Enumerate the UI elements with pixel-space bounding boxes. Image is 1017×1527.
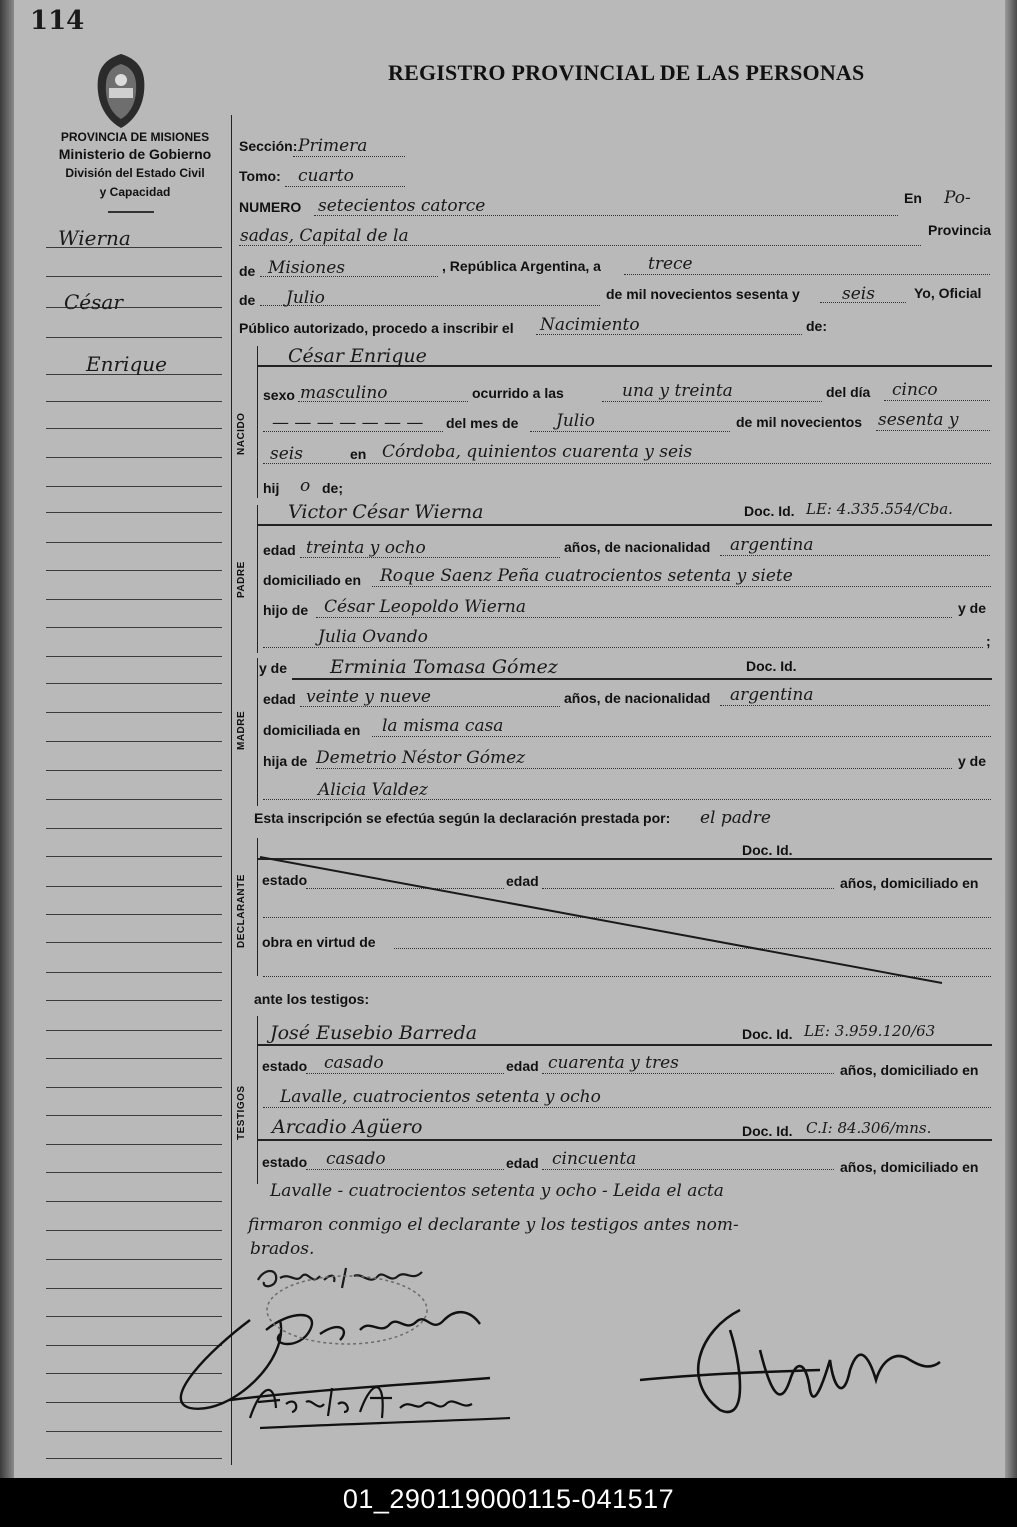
anio-nac-value-2: seis — [270, 444, 303, 464]
padre-dom-value: Roque Saenz Peña cuatrocientos setenta y siete — [380, 566, 793, 586]
en-value-2: sadas, Capital de la — [240, 226, 409, 246]
de-mil-label: de mil novecientos sesenta y — [606, 286, 800, 302]
ocurrido-label: ocurrido a las — [472, 385, 564, 401]
madre-edad-label: edad — [263, 691, 296, 707]
mes-value: Julio — [286, 288, 325, 308]
anio-nac-value-1: sesenta y — [878, 410, 959, 430]
page-title: REGISTRO PROVINCIAL DE LAS PERSONAS — [388, 60, 865, 85]
declarante-edad-label: edad — [506, 873, 539, 889]
testigo2-estado-value: casado — [326, 1149, 386, 1169]
padre-anos-label: años, de nacionalidad — [564, 539, 711, 555]
seccion-label: Sección: — [239, 138, 298, 154]
declarante-estado-label: estado — [262, 872, 308, 888]
del-mes-label: del mes de — [446, 415, 519, 431]
hija-de-label: hija de — [263, 753, 308, 769]
provincia-value: Misiones — [268, 258, 345, 278]
testigo2-edad-label: edad — [506, 1155, 539, 1171]
seccion-value: Primera — [298, 136, 368, 156]
semicolon: ; — [986, 633, 991, 649]
sexo-label: sexo — [263, 387, 295, 403]
dia-value: trece — [648, 254, 693, 274]
testigo2-doc-value: C.I: 84.306/mns. — [806, 1119, 932, 1137]
side-label-madre: MADRE — [236, 710, 247, 750]
hijo-de-label: hijo de — [263, 602, 309, 618]
coat-of-arms-icon — [92, 52, 150, 130]
testigo1-edad-label: edad — [506, 1058, 539, 1074]
side-label-padre: PADRE — [236, 561, 247, 598]
dia-nac-value: cinco — [892, 380, 938, 400]
testigo1-doc-value: LE: 3.959.120/63 — [804, 1022, 936, 1040]
closing-line-2: firmaron conmigo el declarante y los testigos antes nom- — [248, 1215, 739, 1235]
cancel-stroke — [258, 855, 948, 987]
nombre-value: César Enrique — [288, 345, 427, 367]
padre-doc-label: Doc. Id. — [744, 503, 795, 519]
republica-label: , República Argentina, a — [442, 258, 601, 274]
dash-filler: — — — — — — — — [272, 413, 424, 433]
madre-padre-value: Demetrio Néstor Gómez — [316, 748, 526, 768]
margin-first-name: César — [64, 290, 123, 314]
signature-official — [620, 1300, 950, 1430]
margin-surname: Wierna — [58, 226, 131, 250]
testigo2-nombre: Arcadio Agüero — [272, 1116, 423, 1138]
testigo1-estado-value: casado — [324, 1053, 384, 1073]
side-label-testigos: TESTIGOS — [236, 1085, 247, 1140]
de-colon-label: de: — [806, 318, 827, 334]
testigo1-nombre: José Eusebio Barreda — [270, 1022, 478, 1044]
ministry-label: Ministerio de Gobierno — [58, 146, 212, 162]
en-value-1: Po- — [944, 188, 971, 208]
lugar-value: Córdoba, quinientos cuarenta y seis — [382, 442, 693, 462]
padre-y-de-label: y de — [958, 600, 987, 616]
testigo1-doc-label: Doc. Id. — [742, 1026, 793, 1042]
madre-dom-value: la misma casa — [382, 716, 504, 736]
mes-nac-value: Julio — [556, 411, 595, 431]
hora-value: una y treinta — [622, 381, 733, 401]
madre-madre-value: Alicia Valdez — [318, 780, 428, 800]
yo-oficial-label: Yo, Oficial — [914, 285, 982, 301]
padre-doc-value: LE: 4.335.554/Cba. — [806, 500, 953, 518]
de-label-2: de — [239, 292, 256, 308]
padre-nac-value: argentina — [730, 535, 814, 555]
side-label-declarante: DECLARANTE — [236, 874, 247, 948]
margin-middle-name: Enrique — [86, 352, 167, 376]
de-semicolon-label: de; — [322, 480, 343, 496]
testigo2-anos-label: años, domiciliado en — [840, 1159, 979, 1175]
madre-edad-value: veinte y nueve — [306, 687, 431, 707]
division-label: División del Estado Civil — [65, 166, 205, 180]
numero-value: setecientos catorce — [318, 196, 486, 216]
testigo2-doc-label: Doc. Id. — [742, 1123, 793, 1139]
closing-line-3: brados. — [250, 1239, 315, 1259]
del-dia-label: del día — [826, 384, 871, 400]
obra-label: obra en virtud de — [262, 934, 376, 950]
madre-y-de-label-2: y de — [958, 753, 987, 769]
padre-value: Victor César Wierna — [288, 501, 484, 523]
frame-line — [231, 115, 232, 1465]
testigo1-anos-label: años, domiciliado en — [840, 1062, 979, 1078]
page-number: 114 — [30, 6, 85, 36]
archive-id: 01_290119000115-041517 — [0, 1478, 1017, 1527]
acto-value: Nacimiento — [540, 315, 640, 335]
padre-edad-value: treinta y ocho — [306, 538, 426, 558]
closing-line-1: Lavalle - cuatrocientos setenta y ocho - Leida el acta — [270, 1181, 724, 1201]
provincia-label: Provincia — [928, 222, 992, 238]
padre-padre-value: César Leopoldo Wierna — [324, 597, 526, 617]
signature-testigo-2 — [240, 1368, 520, 1438]
de-label: de — [239, 263, 256, 279]
de-mil-nov-label: de mil novecientos — [736, 414, 863, 430]
declarante-anos-label: años, domiciliado en — [840, 875, 979, 891]
madre-y-de-label: y de — [259, 660, 288, 676]
testigo1-estado-label: estado — [262, 1058, 308, 1074]
madre-value: Erminia Tomasa Gómez — [330, 656, 558, 678]
official-stamp-icon — [262, 1270, 432, 1350]
publico-label: Público autorizado, procedo a inscribir el — [239, 320, 514, 336]
side-label-nacido: NACIDO — [236, 412, 247, 455]
madre-dom-label: domiciliada en — [263, 722, 361, 738]
province-label: PROVINCIA DE MISIONES — [60, 130, 210, 144]
testigo1-edad-value: cuarenta y tres — [548, 1053, 679, 1073]
madre-doc-label: Doc. Id. — [746, 658, 797, 674]
hij-label: hij — [263, 480, 280, 496]
hij-o-value: o — [300, 476, 311, 496]
testigo2-estado-label: estado — [262, 1154, 308, 1170]
sexo-value: masculino — [300, 383, 388, 403]
en-label: En — [904, 190, 922, 206]
declarante-value: el padre — [700, 808, 771, 828]
en-lugar-label: en — [350, 446, 367, 462]
padre-madre-value: Julia Ovando — [318, 627, 428, 647]
testigos-label: ante los testigos: — [254, 991, 370, 1007]
anio-value: seis — [842, 284, 875, 304]
tomo-value: cuarto — [298, 166, 354, 186]
padre-edad-label: edad — [263, 542, 296, 558]
declaracion-label: Esta inscripción se efectúa según la declaración prestada por: — [254, 810, 671, 826]
division-label-2: y Capacidad — [99, 185, 171, 199]
numero-label: NUMERO — [239, 199, 302, 215]
declarante-doc-label: Doc. Id. — [742, 842, 793, 858]
divider — [108, 211, 154, 213]
tomo-label: Tomo: — [239, 168, 281, 184]
madre-anos-label: años, de nacionalidad — [564, 690, 711, 706]
madre-nac-value: argentina — [730, 685, 814, 705]
testigo2-edad-value: cincuenta — [552, 1149, 637, 1169]
testigo1-dom-value: Lavalle, cuatrocientos setenta y ocho — [280, 1087, 601, 1107]
padre-dom-label: domiciliado en — [263, 572, 362, 588]
